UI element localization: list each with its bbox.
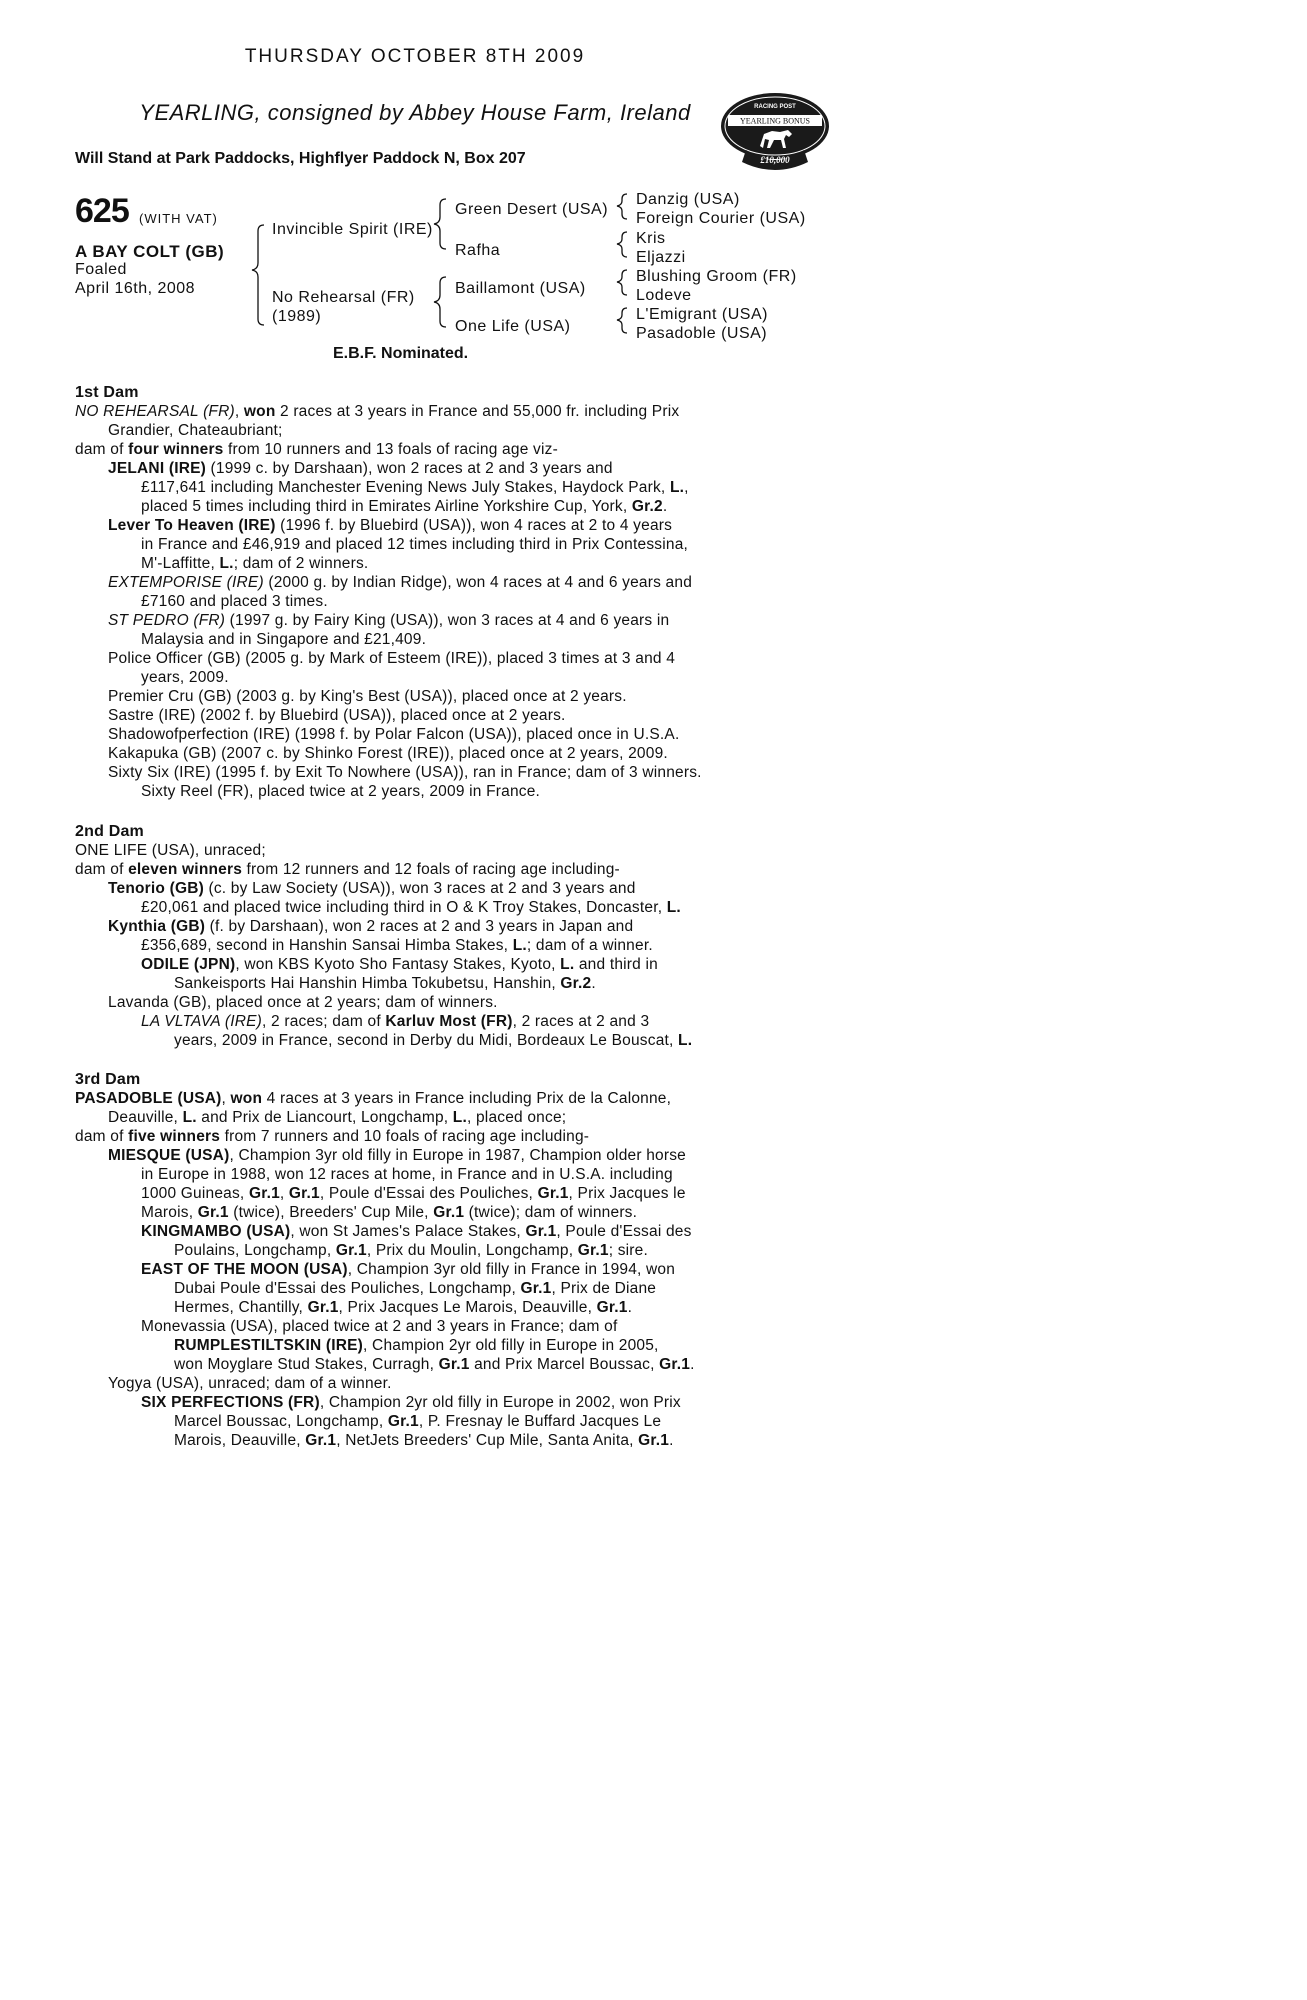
pedigree-dam-year: (1989) bbox=[272, 308, 322, 325]
text-line: ST PEDRO (FR) (1997 g. by Fairy King (USA)), won 3 races at 4 and 6 years in bbox=[108, 612, 670, 629]
pedigree-sss: Danzig (USA) bbox=[636, 191, 740, 208]
pedigree-dam-dam: One Life (USA) bbox=[455, 318, 571, 335]
third-dam-section bbox=[75, 1070, 755, 1450]
text-line: SIX PERFECTIONS (FR), Champion 2yr old filly in Europe in 2002, won Prix bbox=[141, 1394, 681, 1411]
pedigree-dsd: Lodeve bbox=[636, 287, 692, 304]
text-line: dam of five winners from 7 runners and 10 foals of racing age including- bbox=[75, 1128, 590, 1145]
text-line: Sixty Six (IRE) (1995 f. by Exit To Nowhere (USA)), ran in France; dam of 3 winners. bbox=[108, 764, 702, 781]
text-line: RUMPLESTILTSKIN (IRE), Champion 2yr old filly in Europe in 2005, bbox=[174, 1337, 659, 1354]
text-line: Monevassia (USA), placed twice at 2 and 3 years in France; dam of bbox=[141, 1318, 618, 1335]
text-line: in France and £46,919 and placed 12 times including third in Prix Contessina, bbox=[141, 536, 689, 553]
text-line: years, 2009. bbox=[141, 669, 229, 686]
text-line: KINGMAMBO (USA), won St James's Palace Stakes, Gr.1, Poule d'Essai des bbox=[141, 1223, 692, 1240]
text-line: Lavanda (GB), placed once at 2 years; dam of winners. bbox=[108, 994, 498, 1011]
ebf-nominated: E.B.F. Nominated. bbox=[333, 345, 469, 362]
text-line: Shadowofperfection (IRE) (1998 f. by Polar Falcon (USA)), placed once in U.S.A. bbox=[108, 726, 680, 743]
text-line: Marcel Boussac, Longchamp, Gr.1, P. Fresnay le Buffard Jacques Le bbox=[174, 1413, 662, 1430]
text-line: Police Officer (GB) (2005 g. by Mark of Esteem (IRE)), placed 3 times at 3 and 4 bbox=[108, 650, 676, 667]
first-dam-section bbox=[75, 383, 755, 801]
text-line: Sixty Reel (FR), placed twice at 2 years, 2009 in France. bbox=[141, 783, 541, 800]
badge-middle-text: YEARLING BONUS bbox=[740, 116, 810, 126]
text-line: Sankeisports Hai Hanshin Himba Tokubetsu, Hanshin, Gr.2. bbox=[174, 975, 596, 992]
text-line: 1000 Guineas, Gr.1, Gr.1, Poule d'Essai des Pouliches, Gr.1, Prix Jacques le bbox=[141, 1185, 686, 1202]
pedigree-dss: Blushing Groom (FR) bbox=[636, 268, 797, 285]
text-line: EAST OF THE MOON (USA), Champion 3yr old filly in France in 1994, won bbox=[141, 1261, 676, 1278]
text-line: Marois, Deauville, Gr.1, NetJets Breeders' Cup Mile, Santa Anita, Gr.1. bbox=[174, 1432, 674, 1449]
pedigree-ddd: Pasadoble (USA) bbox=[636, 325, 768, 342]
text-line: Malaysia and in Singapore and £21,409. bbox=[141, 631, 427, 648]
pedigree-dds: L'Emigrant (USA) bbox=[636, 306, 768, 323]
text-line: won Moyglare Stud Stakes, Curragh, Gr.1 and Prix Marcel Boussac, Gr.1. bbox=[174, 1356, 695, 1373]
first-dam-summary: NO REHEARSAL (FR), won 2 races at 3 years in France and 55,000 fr. including Prix bbox=[75, 403, 680, 420]
second-dam-section bbox=[75, 822, 755, 1050]
text-line: in Europe in 1988, won 12 races at home, in France and in U.S.A. including bbox=[141, 1166, 673, 1183]
text-line: £117,641 including Manchester Evening News July Stakes, Haydock Park, L., bbox=[141, 479, 689, 496]
third-dam-heading: 3rd Dam bbox=[75, 1071, 141, 1088]
text-line: MIESQUE (USA), Champion 3yr old filly in Europe in 1987, Champion older horse bbox=[108, 1147, 686, 1164]
yearling-bonus-badge-icon bbox=[716, 92, 834, 170]
pedigree-sire-dam: Rafha bbox=[455, 242, 501, 259]
text-line: ODILE (JPN), won KBS Kyoto Sho Fantasy Stakes, Kyoto, L. and third in bbox=[141, 956, 658, 973]
foaled-label: Foaled bbox=[75, 261, 127, 278]
text-line: years, 2009 in France, second in Derby du Midi, Bordeaux Le Bouscat, L. bbox=[174, 1032, 693, 1049]
text-line: JELANI (IRE) (1999 c. by Darshaan), won 2 races at 2 and 3 years and bbox=[108, 460, 613, 477]
text-line: Kynthia (GB) (f. by Darshaan), won 2 races at 2 and 3 years in Japan and bbox=[108, 918, 634, 935]
second-dam-heading: 2nd Dam bbox=[75, 823, 144, 840]
foaled-date: April 16th, 2008 bbox=[75, 280, 196, 297]
text-line: EXTEMPORISE (IRE) (2000 g. by Indian Ridge), won 4 races at 4 and 6 years and bbox=[108, 574, 693, 591]
text-line: £20,061 and placed twice including third in O & K Troy Stakes, Doncaster, L. bbox=[141, 899, 681, 916]
badge-top-text: RACING POST bbox=[754, 104, 796, 110]
text-line: Yogya (USA), unraced; dam of a winner. bbox=[108, 1375, 392, 1392]
text-line: £356,689, second in Hanshin Sansai Himba Stakes, L.; dam of a winner. bbox=[141, 937, 653, 954]
vat-note: (WITH VAT) bbox=[139, 211, 218, 226]
consignor-line: YEARLING, consigned by Abbey House Farm, Ireland bbox=[139, 100, 691, 125]
pedigree-sdd: Eljazzi bbox=[636, 249, 686, 266]
text-line: Tenorio (GB) (c. by Law Society (USA)), won 3 races at 2 and 3 years and bbox=[108, 880, 636, 897]
text-line: M'-Laffitte, L.; dam of 2 winners. bbox=[141, 555, 369, 572]
lot-title: A BAY COLT (GB) bbox=[75, 242, 225, 261]
pedigree-ssd: Foreign Courier (USA) bbox=[636, 210, 806, 227]
pedigree-dam: No Rehearsal (FR) bbox=[272, 289, 415, 306]
sale-date: THURSDAY OCTOBER 8TH 2009 bbox=[244, 46, 586, 67]
pedigree-sire-sire: Green Desert (USA) bbox=[455, 201, 609, 218]
text-line: ONE LIFE (USA), unraced; bbox=[75, 842, 266, 859]
text-line: Kakapuka (GB) (2007 c. by Shinko Forest (IRE)), placed once at 2 years, 2009. bbox=[108, 745, 668, 762]
text-line: Sastre (IRE) (2002 f. by Bluebird (USA)), placed once at 2 years. bbox=[108, 707, 566, 724]
text-line: Grandier, Chateaubriant; bbox=[108, 422, 283, 439]
text-line: Premier Cru (GB) (2003 g. by King's Best (USA)), placed once at 2 years. bbox=[108, 688, 627, 705]
stand-location: Will Stand at Park Paddocks, Highflyer Paddock N, Box 207 bbox=[75, 150, 526, 167]
text-line: Poulains, Longchamp, Gr.1, Prix du Moulin, Longchamp, Gr.1; sire. bbox=[174, 1242, 648, 1259]
pedigree-dam-sire: Baillamont (USA) bbox=[455, 280, 586, 297]
pedigree-sds: Kris bbox=[636, 230, 666, 247]
text-line: dam of four winners from 10 runners and 13 foals of racing age viz- bbox=[75, 441, 558, 458]
text-line: LA VLTAVA (IRE), 2 races; dam of Karluv Most (FR), 2 races at 2 and 3 bbox=[141, 1013, 650, 1030]
first-dam-heading: 1st Dam bbox=[75, 384, 139, 401]
text-line: Lever To Heaven (IRE) (1996 f. by Bluebird (USA)), won 4 races at 2 to 4 years bbox=[108, 517, 673, 534]
text-line: placed 5 times including third in Emirates Airline Yorkshire Cup, York, Gr.2. bbox=[141, 498, 668, 515]
text-line: Hermes, Chantilly, Gr.1, Prix Jacques Le Marois, Deauville, Gr.1. bbox=[174, 1299, 633, 1316]
text-line: Deauville, L. and Prix de Liancourt, Longchamp, L., placed once; bbox=[108, 1109, 567, 1126]
text-line: £7160 and placed 3 times. bbox=[141, 593, 328, 610]
text-line: dam of eleven winners from 12 runners and 12 foals of racing age including- bbox=[75, 861, 620, 878]
text-line: Dubai Poule d'Essai des Pouliches, Longchamp, Gr.1, Prix de Diane bbox=[174, 1280, 657, 1297]
pedigree-sire: Invincible Spirit (IRE) bbox=[272, 221, 433, 238]
badge-amount: £10,000 bbox=[760, 155, 790, 165]
text-line: PASADOBLE (USA), won 4 races at 3 years in France including Prix de la Calonne, bbox=[75, 1090, 672, 1107]
lot-number: 625 bbox=[75, 192, 129, 230]
text-line: Marois, Gr.1 (twice), Breeders' Cup Mile, Gr.1 (twice); dam of winners. bbox=[141, 1204, 638, 1221]
